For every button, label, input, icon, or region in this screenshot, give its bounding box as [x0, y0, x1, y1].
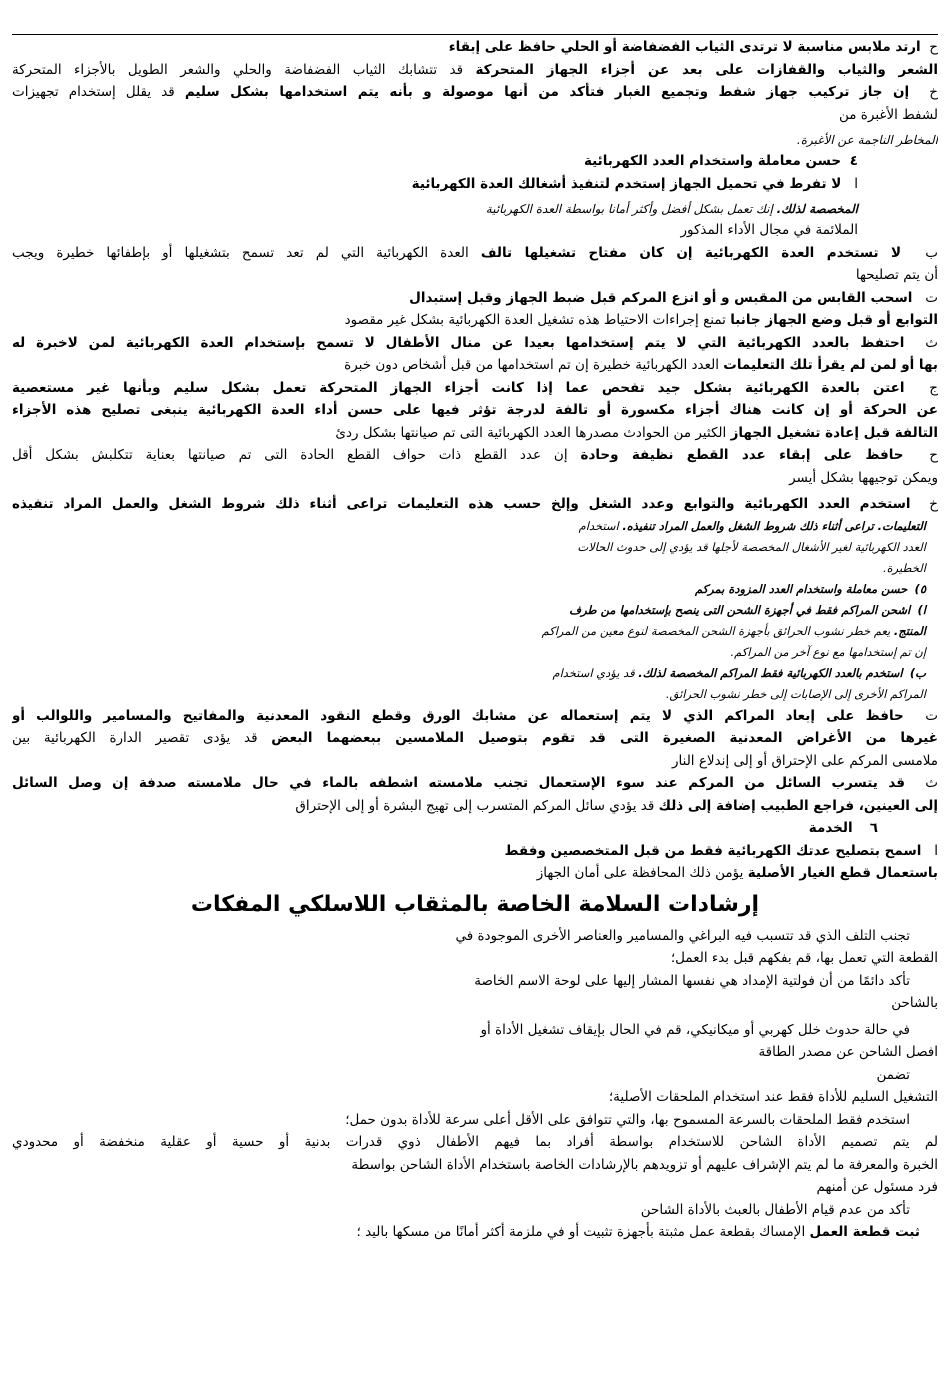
- body-text: الكثير من الحوادث مصدرها العدد الكهربائية التى تم صيانتها بشكل ردئ: [335, 424, 731, 441]
- bold-text: ثبت قطعة العمل: [809, 1224, 920, 1240]
- body-text: تضمن: [876, 1066, 910, 1083]
- body-text: قد يؤدى تقصير الدارة الكهربائية بين: [12, 730, 272, 746]
- line-12: [12, 287, 938, 310]
- tail-line-10: [12, 1131, 938, 1154]
- bold-text: احتفظ بالعدد الكهربائية التي لا يتم إستخدامها بعيدا عن منال الأطفال لا تسمح بإستخدام العدة الكهربائية لمن لاخبرة له: [12, 334, 905, 351]
- body-text: التشغيل السليم للأداة فقط عند استخدام الملحقات الأصلية؛: [608, 1089, 938, 1105]
- body-text: أن يتم تصليحها: [855, 267, 938, 283]
- line-08: [12, 199, 938, 219]
- bold-text: اسحب القابس من المقبس و أو انزع المركم قبل ضبط الجهاز وقبل إستبدال: [409, 289, 913, 306]
- body-text: يؤمن ذلك المحافظة على أمان الجهاز: [536, 865, 748, 881]
- body-text: الخبرة والمعرفة ما لم يتم الإشراف عليهم أو تزويدهم بالإرشادات الخاصة باستخدام الأداة الشاحن بواسطة: [351, 1156, 938, 1173]
- document-page: [12, 36, 938, 1244]
- item-marker: ح: [929, 447, 938, 463]
- tail-line-08: [12, 1086, 938, 1109]
- tail-line-14: [12, 1221, 938, 1244]
- body-text: استخدام: [578, 518, 623, 533]
- section-heading: إرشادات السلامة الخاصة بالمثقاب اللاسلكي المفكات: [190, 891, 760, 917]
- line-02: [12, 59, 938, 82]
- line-22: [12, 516, 938, 537]
- bold-text: المخصصة لذلك.: [776, 202, 858, 216]
- line-10: [12, 242, 938, 265]
- line-17: [12, 399, 938, 422]
- line-29: [12, 663, 938, 684]
- tail-line-03: [12, 970, 938, 993]
- line-25: [12, 579, 938, 600]
- line-24: [12, 558, 938, 579]
- body-text: لم يتم تصميم الأداة الشاحن للاستخدام بواسطة أفراد بما فيهم الأطفال ذوي قدرات بدنية أو حسية أو عقلية منخفضة أو محدودي: [12, 1134, 938, 1150]
- bold-text: اعتن بالعدة الكهربائية بشكل جيد تفحص عما إذا كانت أجزاء الجهاز المتحركة تعمل بشكل سليم وبأنها غير مستعصية: [12, 379, 905, 396]
- line-23: [12, 537, 938, 558]
- line-32: [12, 727, 938, 750]
- section-title: حسن معاملة واستخدام العدد الكهربائية: [583, 153, 842, 169]
- item-marker: ب): [909, 665, 926, 680]
- line-34: [12, 772, 938, 795]
- tail-line-06: [12, 1041, 938, 1064]
- line-11: [12, 264, 938, 287]
- line-09: [12, 219, 938, 242]
- line-30: [12, 684, 938, 705]
- item-marker: ت: [925, 289, 938, 306]
- bold-text: إلى العينين، فراجع الطبيب إضافة إلى ذلك: [658, 797, 938, 814]
- line-36: [12, 817, 938, 840]
- body-text: قد تتشابك الثياب الفضفاضة والحلي والشعر الطويل بالأجزاء المتحركة: [12, 61, 476, 78]
- line-37: [12, 840, 938, 863]
- body-text: العدة الكهربائية التي لم تعد تسمح بتشغيلها أو بإطفائها خطيرة ويجب: [12, 244, 481, 261]
- line-01: [12, 36, 938, 59]
- bold-text: التالفة قبل إعادة تشغيل الجهاز: [730, 424, 938, 441]
- body-text: لشفط الأغبرة من: [839, 106, 938, 123]
- body-text: يعم خطر نشوب الحرائق بأجهزة الشحن المخصصة لنوع معين من المراكم: [541, 623, 894, 638]
- line-05: [12, 130, 938, 150]
- body-text: ملامسى المركم على الإحتراق أو إلى إندلاع النار: [671, 752, 938, 769]
- item-marker: ت: [925, 707, 938, 724]
- item-marker: ٤: [849, 153, 858, 169]
- bold-text: التوابع أو قبل وضع الجهاز جانبا: [730, 312, 938, 328]
- body-text: القطعة التي تعمل بها، قم بفكهم قبل بدء العمل؛: [670, 950, 938, 966]
- item-marker: ا: [934, 842, 938, 859]
- bold-text: الشعر والثياب والقفازات على بعد عن أجزاء الجهاز المتحركة: [475, 61, 938, 78]
- tail-line-04: [12, 992, 938, 1015]
- body-text: تجنب التلف الذي قد تتسبب فيه البراغي والمسامير والعناصر الأخرى الموجودة في: [455, 927, 910, 944]
- tail-line-07: [12, 1064, 938, 1087]
- bold-text: إن جاز تركيب جهاز شفط وتجميع الغبار فتأكد من أنها موصولة و بأنه يتم استخدامها بشكل سليم: [184, 84, 910, 100]
- line-14: [12, 332, 938, 355]
- tail-line-09: [12, 1109, 938, 1132]
- line-38: [12, 862, 938, 885]
- item-marker: ث: [925, 334, 938, 351]
- tail-line-02: [12, 947, 938, 970]
- body-text: قد يؤدي سائل المركم المتسرب إلى تهيج البشرة أو إلى الإحتراق: [295, 797, 659, 814]
- item-marker: ج: [929, 379, 938, 396]
- bold-text: غيرها من الأغراض المعدنية الصغيرة التى قد تقوم بتوصيل الملامسين ببعضهما البعض: [271, 730, 938, 746]
- line-28: [12, 642, 938, 663]
- line-20: [12, 467, 938, 490]
- tail-line-05: [12, 1019, 938, 1042]
- body-text: العدد الكهربائية لغير الأشغال المخصصة لأجلها قد يؤدي إلى حدوث الحالات: [577, 539, 926, 554]
- bold-text: بها أو لمن لم يقرأ تلك التعليمات: [723, 357, 938, 373]
- line-19: [12, 444, 938, 467]
- item-marker: خ: [929, 496, 938, 512]
- bold-text: عن الحركة أو إن كانت هناك أجزاء مكسورة أو تالفة لدرجة تؤثر فيها على حسن أداء العدة الكهربائية ينبغى تصليح هذه الأجزاء: [12, 402, 938, 418]
- body-text: افصل الشاحن عن مصدر الطاقة: [758, 1044, 938, 1060]
- item-marker: ا: [854, 175, 858, 192]
- line-27: [12, 621, 938, 642]
- body-text: المراكم الأخرى إلى الإصابات إلى خطر نشوب الحرائق.: [665, 686, 926, 701]
- bold-text: حافظ على إبعاد المراكم الذي لا يتم إستعماله عن مشابك الورق وقطع النقود المعدنية والمفاتيح والمسامير واللوالب أو: [12, 707, 904, 724]
- body-text: إن تم إستخدامها مع نوع آخر من المراكم.: [730, 644, 926, 659]
- item-marker: ٥): [914, 581, 926, 596]
- line-03: [12, 81, 938, 104]
- line-35: [12, 795, 938, 818]
- line-33: [12, 750, 938, 773]
- section-title: حسن معاملة واستخدام العدد المزودة بمركم: [695, 581, 908, 596]
- bold-text: التعليمات. تراعى أثناء ذلك شروط الشغل والعمل المراد تنفيذه.: [622, 518, 926, 533]
- bold-text: استخدم بالعدد الكهربائية فقط المراكم المخصصة لذلك.: [638, 665, 903, 680]
- tail-line-12: [12, 1176, 938, 1199]
- line-06: [12, 150, 938, 173]
- item-marker: ب: [925, 244, 938, 261]
- body-text: فرد مسئول عن أمنهم: [816, 1179, 938, 1195]
- body-text: قد يؤدي استخدام: [552, 665, 639, 680]
- bold-text: اشحن المراكم فقط في أجهزة الشحن التى ينصح بإستخدامها من طرف: [569, 602, 911, 617]
- body-text: قد يقلل إستخدام تجهيزات: [12, 84, 185, 100]
- body-text: ويمكن توجيهها بشكل أيسر: [789, 469, 938, 486]
- bold-text: قد يتسرب السائل من المركم عند سوء الإستعمال تجنب ملامسته اشطفه بالماء في حال ملامسته صدفة إن وصل السائل: [12, 775, 906, 791]
- tail-line-01: [12, 925, 938, 948]
- body-text: في حالة حدوث خلل كهربي أو ميكانيكي، قم في الحال بإيقاف تشغيل الأداة أو: [480, 1021, 910, 1038]
- line-15: [12, 354, 938, 377]
- top-rule: [12, 34, 938, 35]
- tail-line-11: [12, 1154, 938, 1177]
- tail-line-13: [12, 1199, 938, 1222]
- body-text: تأكد من عدم قيام الأطفال بالعبث بالأداة الشاحن: [640, 1201, 910, 1218]
- line-04: [12, 104, 938, 127]
- body-text: إن عدد القطع ذات حواف القطع الحادة التى تم صيانتها بعناية تتكلبش بشكل أقل: [12, 447, 581, 463]
- item-marker: ٦: [869, 820, 878, 836]
- body-text: بالشاحن: [891, 995, 938, 1011]
- line-07: [12, 173, 938, 196]
- item-marker: ح: [929, 39, 938, 55]
- bold-text: حافظ على إبقاء عدد القطع نظيفة وحادة: [580, 447, 904, 463]
- item-marker: خ: [929, 84, 938, 100]
- bold-text: استخدم العدد الكهربائية والتوابع وعدد الشغل وإلخ حسب هذه التعليمات تراعى أثناء ذلك شروط الشغل والعمل المراد تنفيذه: [12, 496, 911, 512]
- bold-text: المنتج.: [893, 623, 926, 638]
- line-31: [12, 705, 938, 728]
- line-18: [12, 422, 938, 445]
- body-text: تمنع إجراءات الاحتياط هذه تشغيل العدة الكهربائية بشكل غير مقصود: [344, 312, 731, 328]
- line-13: [12, 309, 938, 332]
- line-21: [12, 493, 938, 516]
- body-text: استخدم فقط الملحقات بالسرعة المسموح بها، والتي تتوافق على الأقل أعلى سرعة للأداة بدون حمل؛: [345, 1111, 910, 1128]
- body-text: المخاطر الناجمة عن الأغبرة.: [796, 133, 938, 147]
- bold-text: باستعمال قطع الغيار الأصلية: [747, 865, 938, 881]
- bold-text: ارتد ملابس مناسبة لا ترتدى الثياب الفضفاضة أو الحلي حافظ على إبقاء: [448, 39, 921, 55]
- body-text: الإمساك بقطعة عمل مثبتة بأجهزة تثبيت أو في ملزمة أكثر أمانًا من مسكها باليد ؛: [356, 1224, 810, 1240]
- item-marker: ث: [925, 775, 938, 791]
- item-marker: ا): [917, 602, 926, 617]
- bold-text: اسمح بتصليح عدتك الكهربائية فقط من قبل المتخصصين وفقط: [504, 842, 922, 859]
- section-title: الخدمة: [808, 820, 853, 836]
- body-text: الملائمة في مجال الأداء المذكور: [680, 222, 858, 238]
- line-16: [12, 377, 938, 400]
- body-text: إنك تعمل بشكل أفضل وأكثر أمانا بواسطة العدة الكهربائية: [485, 202, 777, 216]
- line-26: [12, 600, 938, 621]
- body-text: الخطيرة.: [882, 560, 926, 575]
- bold-text: لا تفرط في تحميل الجهاز إستخدم لتنفيذ أشغالك العدة الكهربائية: [411, 175, 842, 192]
- body-text: تأكد دائمًا من أن فولتية الإمداد هي نفسها المشار إليها على لوحة الاسم الخاصة: [474, 972, 910, 989]
- bold-text: لا تستخدم العدة الكهربائية إن كان مفتاح تشغيلها تالف: [480, 244, 902, 261]
- body-text: العدد الكهربائية خطيرة إن تم استخدامها من قبل أشخاص دون خبرة: [344, 357, 724, 373]
